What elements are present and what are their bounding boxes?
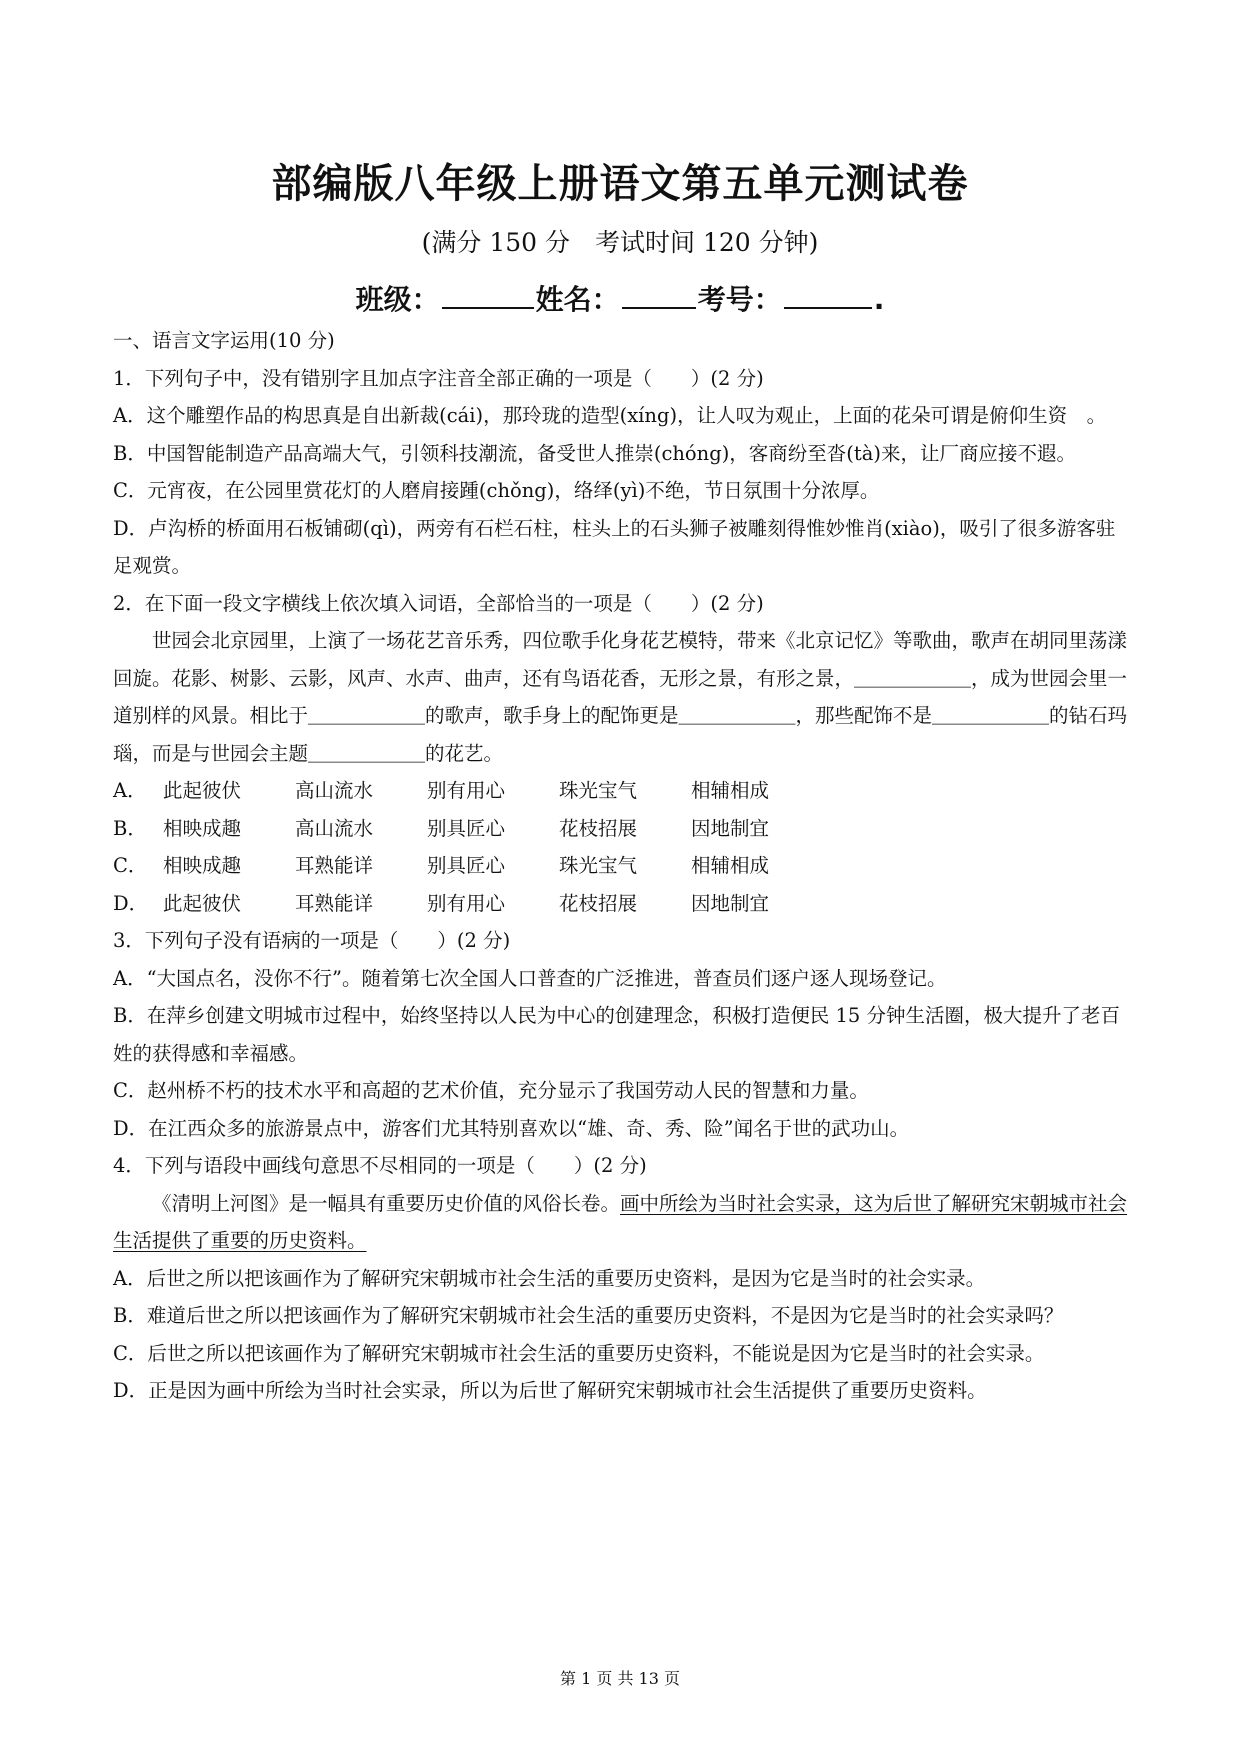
q2-passage: 世园会北京园里，上演了一场花艺音乐秀，四位歌手化身花艺模特，带来《北京记忆》等歌曲，歌声在胡同里荡漾回旋。花影、树影、云影，风声、水声、曲声，还有鸟语花香，无形之景，有形之景，＿＿＿＿＿＿，成为世园会里一道别样的风景。相比于＿＿＿＿＿＿的歌声，歌手身上的配饰更是＿＿＿＿＿＿，那些配饰不是＿＿＿＿＿＿的钻石玛瑙，而是与世园会主题＿＿＿＿＿＿的花艺。 (113, 629, 1128, 765)
q3-option-d: D．在江西众多的旅游景点中，游客们尤其特别喜欢以“雄、奇、秀、险”闻名于世的武功山。 (113, 1116, 910, 1140)
q2-option-label: B． (113, 816, 147, 840)
q4-option-d: D．正是因为画中所绘为当时社会实录，所以为后世了解研究宋朝城市社会生活提供了重要历史资料。 (113, 1379, 987, 1402)
q1-option-d: D．卢沟桥的桥面用石板铺砌(qì)，两旁有石栏石柱，柱头上的石头狮子被雕刻得惟妙惟肖(xiào)，吸引了很多游客驻足观赏。 (113, 516, 1116, 577)
q2-option-row (113, 847, 1128, 885)
q1-option-a: A．这个雕塑作品的构思真是自出新裁(cái)，那玲珑的造型(xíng)，让人叹为观止，上面的花朵可谓是俯仰生资 。 (113, 404, 1107, 427)
exam-subtitle: (满分 150 分 考试时间 120 分钟) (421, 228, 819, 257)
number-label: 考号： (697, 283, 782, 316)
q2-option-word: 相映成趣 (163, 816, 242, 840)
q4-option-a: A．后世之所以把该画作为了解研究宋朝城市社会生活的重要历史资料，是因为它是当时的社会实录。 (113, 1266, 986, 1290)
name-blank (622, 285, 696, 309)
q2-option-word: 别有用心 (427, 779, 506, 802)
q2-stem: 2．在下面一段文字横线上依次填入词语，全部恰当的一项是（ ）(2 分) (113, 591, 764, 615)
q2-option-word: 相辅相成 (691, 779, 770, 802)
q3-option-c: C．赵州桥不朽的技术水平和高超的艺术价值，充分显示了我国劳动人民的智慧和力量。 (113, 1079, 869, 1102)
q2-option-word: 因地制宜 (691, 816, 770, 840)
q2-option-word: 花枝招展 (559, 816, 638, 840)
q2-option-label: D． (113, 891, 149, 915)
q3-stem: 3．下列句子没有语病的一项是（ ）(2 分) (113, 929, 511, 952)
q4-underlined-sentence: 画中所绘为当时社会实录，这为后世了解研究宋朝城市社会生活提供了重要的历史资料。 (113, 1191, 1128, 1252)
q2-option-row (113, 810, 1128, 848)
page-indicator: 第 1 页 共 13 页 (560, 1669, 680, 1688)
q2-option-word: 此起彼伏 (163, 891, 242, 915)
q2-option-row (113, 885, 1128, 923)
q2-option-word: 珠光宝气 (559, 854, 638, 877)
q2-option-word: 因地制宜 (691, 891, 770, 915)
end-mark: . (873, 283, 885, 316)
q2-option-word: 相辅相成 (691, 854, 770, 877)
q2-option-word: 高山流水 (295, 779, 374, 802)
number-blank (784, 285, 872, 309)
q2-option-word: 此起彼伏 (163, 779, 242, 802)
q2-option-word: 别具匠心 (427, 854, 506, 877)
q2-option-label: C． (113, 854, 148, 877)
q2-option-word: 别有用心 (427, 891, 506, 915)
q4-option-b: B．难道后世之所以把该画作为了解研究宋朝城市社会生活的重要历史资料，不是因为它是当时的社会实录吗？ (113, 1304, 1064, 1327)
q3-option-a: A．“大国点名，没你不行”。随着第七次全国人口普查的广泛推进，普查员们逐户逐人现场登记。 (113, 966, 947, 990)
q2-option-word: 耳熟能详 (295, 891, 374, 915)
q4-stem: 4．下列与语段中画线句意思不尽相同的一项是（ ）(2 分) (113, 1154, 647, 1177)
q1-stem: 1．下列句子中，没有错别字且加点字注音全部正确的一项是（ ）(2 分) (113, 366, 764, 390)
q2-option-word: 高山流水 (295, 816, 374, 840)
q2-option-word: 别具匠心 (427, 816, 506, 840)
q4-passage (113, 1185, 1128, 1260)
class-blank (442, 285, 534, 309)
question-content (113, 322, 1128, 1410)
q1-option-c: C．元宵夜，在公园里赏花灯的人磨肩接踵(chǒng)，络绎(yì)不绝，节日氛围十分浓厚。 (113, 479, 880, 502)
q1-option-b: B．中国智能制造产品高端大气，引领科技潮流，备受世人推崇(chóng)，客商纷至沓(tà)来，让厂商应接不遐。 (113, 441, 1076, 465)
q4-passage-lead: 《清明上河图》是一幅具有重要历史价值的风俗长卷。 (152, 1191, 621, 1215)
page-title: 部编版八年级上册语文第五单元测试卷 (271, 161, 969, 207)
q4-option-c: C．后世之所以把该画作为了解研究宋朝城市社会生活的重要历史资料，不能说是因为它是当时的社会实录。 (113, 1341, 1045, 1365)
q2-option-word: 耳熟能详 (295, 854, 374, 877)
q2-option-row (113, 772, 1128, 810)
q2-option-word: 珠光宝气 (559, 779, 638, 802)
q3-option-b: B．在萍乡创建文明城市过程中，始终坚持以人民为中心的创建理念，积极打造便民 15 分钟生活圈，极大提升了老百姓的获得感和幸福感。 (113, 1004, 1121, 1065)
q2-option-word: 花枝招展 (559, 891, 638, 915)
class-label: 班级： (355, 283, 440, 316)
name-label: 姓名： (535, 283, 620, 316)
section-heading: 一、语言文字运用(10 分) (113, 329, 335, 352)
student-info-line (0, 278, 1240, 318)
q2-option-label: A． (113, 779, 147, 802)
q2-option-word: 相映成趣 (163, 854, 242, 877)
